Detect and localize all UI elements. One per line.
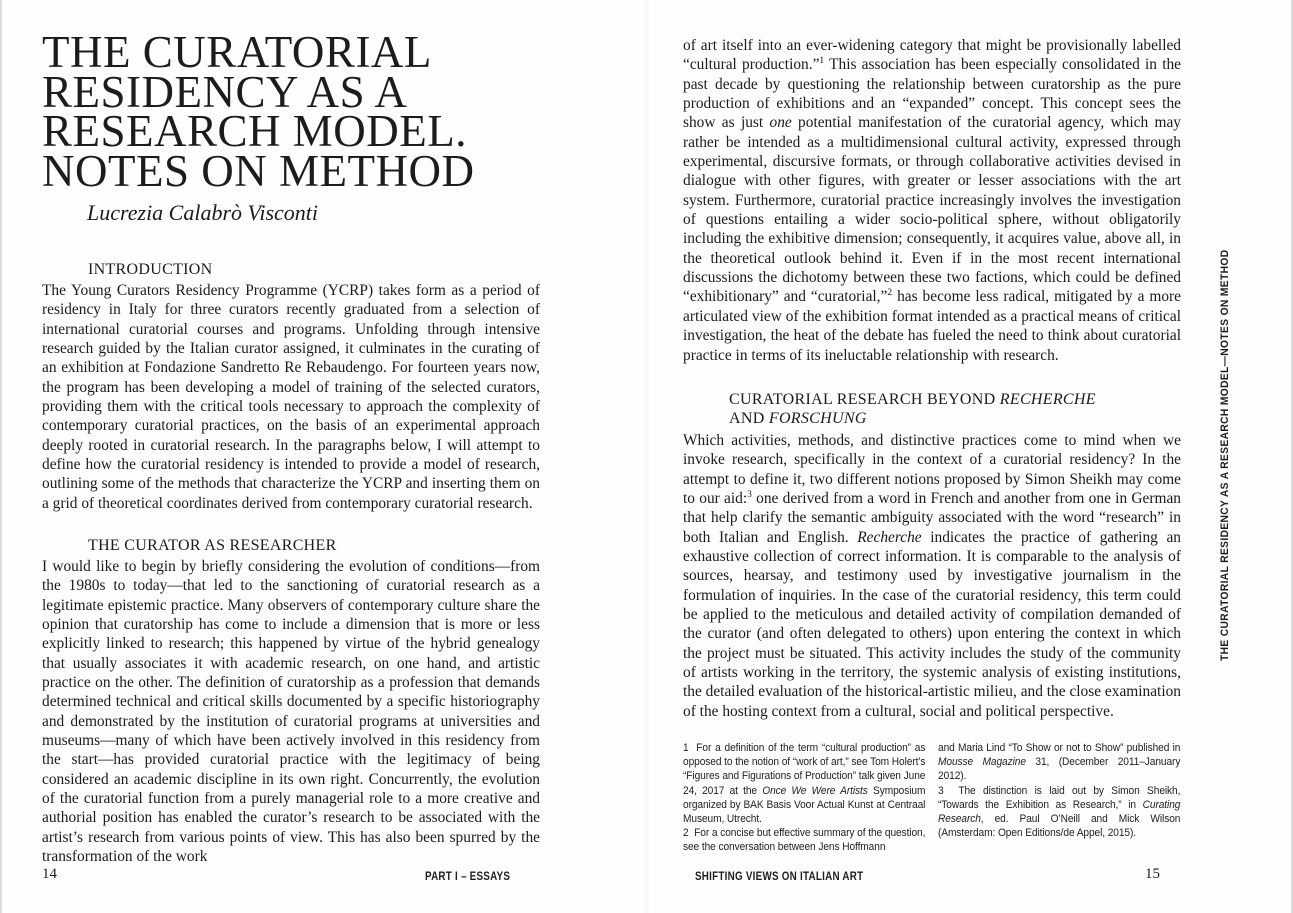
page-number-left: 14 (42, 866, 57, 882)
page-number-right: 15 (1145, 866, 1160, 882)
introduction-paragraph: The Young Curators Residency Programme (YCRP) takes form as a period of residency in Italy for three curators recently graduated from a selection of international curatorial courses and programs. Unfolding through intensive research guided by the Italian curator assigned, it culminates in the curating of an exhibition at Fondazione Sandretto Re Rebaudengo. For fourteen years now, the program has been developing a model of training of the selected curators, providing them with the critical tools necessary to approach the complexity of contemporary curatorial practices, on the basis of an experimental approach deeply rooted in curatorial research. In the paragraphs below, I will attempt to define how the curatorial residency is intended to provide a model of research, outlining some of the methods that characterize the YCRP and inserting them on a grid of theoretical coordinates derived from contemporary curatorial research. (42, 282, 540, 512)
curator-as-researcher-paragraph: I would like to begin by briefly considering the evolution of conditions—from the 1980s to today—that led to the sanctioning of curatorial research as a legitimate epistemic practice. Many observers of contemporary culture share the opinion that curatorship has come to include a dimension that is more or less explicitly linked to research; this happened by virtue of the hybrid genealogy that usually associates it with academic research, on one hand, and artistic practice on the other. The definition of curatorship as a profession that demands determined technical and critical skills documented by a specific historiography and demonstrated by the institution of curatorial programs at universities and museums—many of which have been actively involved in this residency from the start—has provided curatorial practice with the legitimacy of being considered an academic discipline in its own right. Concurrently, the evolution of the curatorial function from a purely managerial role to a more creative and authorial position has enabled the curator’s research to be associated with the artist’s research from various points of view. This has also been spurred by the transformation of the work (42, 558, 540, 866)
footnote-column-1 (683, 741, 925, 855)
title-line: RESEARCH MODEL. (42, 106, 468, 156)
footnote-column-2 (938, 741, 1180, 840)
footnote-2-part-1: 2 For a concise but effective summary of the question, see the conversation between Jens Hoffmann (683, 827, 926, 854)
page-edge-left (0, 0, 2, 913)
essay-author: Lucrezia Calabrò Visconti (87, 200, 318, 225)
footnote-2-part-2: and Maria Lind “To Show or not to Show” published in Mousse Magazine 31, (December 2011–January 2012). (938, 742, 1181, 783)
title-line: THE CURATORIAL (42, 27, 432, 77)
section-heading-the-curator-as-researcher: THE CURATOR AS RESEARCHER (88, 537, 337, 554)
footer-label-part-essays: PART I – ESSAYS (425, 869, 511, 883)
curatorial-research-paragraph: Which activities, methods, and distinctive practices come to mind when we invoke research, specifically in the context of a curatorial residency? In the attempt to define it, two different notions proposed by Simon Sheikh may come to our aid:$^3$ one derived from a word in French and another from one in German that help clarify the semantic ambiguity associated with the word “research” in both Italian and English. Recherche indicates the practice of gathering an exhaustive collection of correct information. It is comparable to the analysis of sources, hearsay, and testimony used by investigative journalism in the formulation of inquiries. In the case of the curatorial residency, this term could be applied to the meticulous and detailed activity of compilation demanded of the curator (and often delegated to others) upon entering the context in which the project must be situated. This activity includes the study of the community of artists working in the territory, the systemic analysis of existing institutions, the detailed evaluation of the historical-artistic milieu, and the close examination of the hosting context from a cultural, social and political perspective. (683, 432, 1181, 720)
footnote-3: 3 The distinction is laid out by Simon Sheikh, “Towards the Exhibition as Research,” in Curating Research, ed. Paul O’Neill and Mick Wilson (Amsterdam: Open Editions/de Appel, 2015). (938, 784, 1181, 840)
section-heading-line: AND FORSCHUNG (729, 410, 867, 427)
footnote-1: 1 For a definition of the term “cultural production” as opposed to the notion of “work of art,” see Tom Holert’s “Figures and Figurations of Production” talk given June 24, 2017 at the Once We Were Artists Symposium organized by BAK Basis Voor Actual Kunst at Centraal Museum, Utrecht. (683, 742, 926, 826)
title-line: NOTES ON METHOD (42, 145, 475, 196)
section-heading-introduction: INTRODUCTION (88, 261, 213, 278)
essay-title (42, 27, 562, 196)
section-heading-line: CURATORIAL RESEARCH BEYOND RECHERCHE (729, 391, 1096, 408)
spread-gutter (644, 0, 649, 913)
title-line: RESIDENCY AS A (42, 66, 408, 117)
continued-paragraph: of art itself into an ever-widening category that might be provisionally labelled “cultural production.”$^1$ This association has been especially consolidated in the past decade by questioning the relationship between curatorship as the pure production of exhibitions and an “expanded” concept. This concept sees the show as just one potential manifestation of the curatorial agency, which may rather be intended as a multidimensional cultural activity, expressed through experimental, discursive formats, or through collaborative activities devised in dialogue with other figures, with greater or lesser associations with the art system. Furthermore, curatorial practice increasingly involves the investigation of questions entailing a wider socio-political sphere, without obligatorily including the exhibitive dimension; consequently, it acquires value, above all, in the theoretical outlook behind it. Even if in the most recent international discussions the dichotomy between these two factions, which could be defined “exhibitionary” and “curatorial,”$^2$ has become less radical, mitigated by a more articulated view of the exhibition format intended as a practical means of critical investigation, the heat of the debate has fueled the need to think about curatorial practice in terms of its ineluctable relationship with research. (683, 37, 1182, 364)
section-heading-curatorial-research-beyond (729, 390, 1096, 428)
footer-label-shifting-views: SHIFTING VIEWS ON ITALIAN ART (695, 869, 864, 883)
vertical-running-title: THE CURATORIAL RESIDENCY AS A RESEARCH MODEL—NOTES ON METHOD (1219, 249, 1231, 661)
